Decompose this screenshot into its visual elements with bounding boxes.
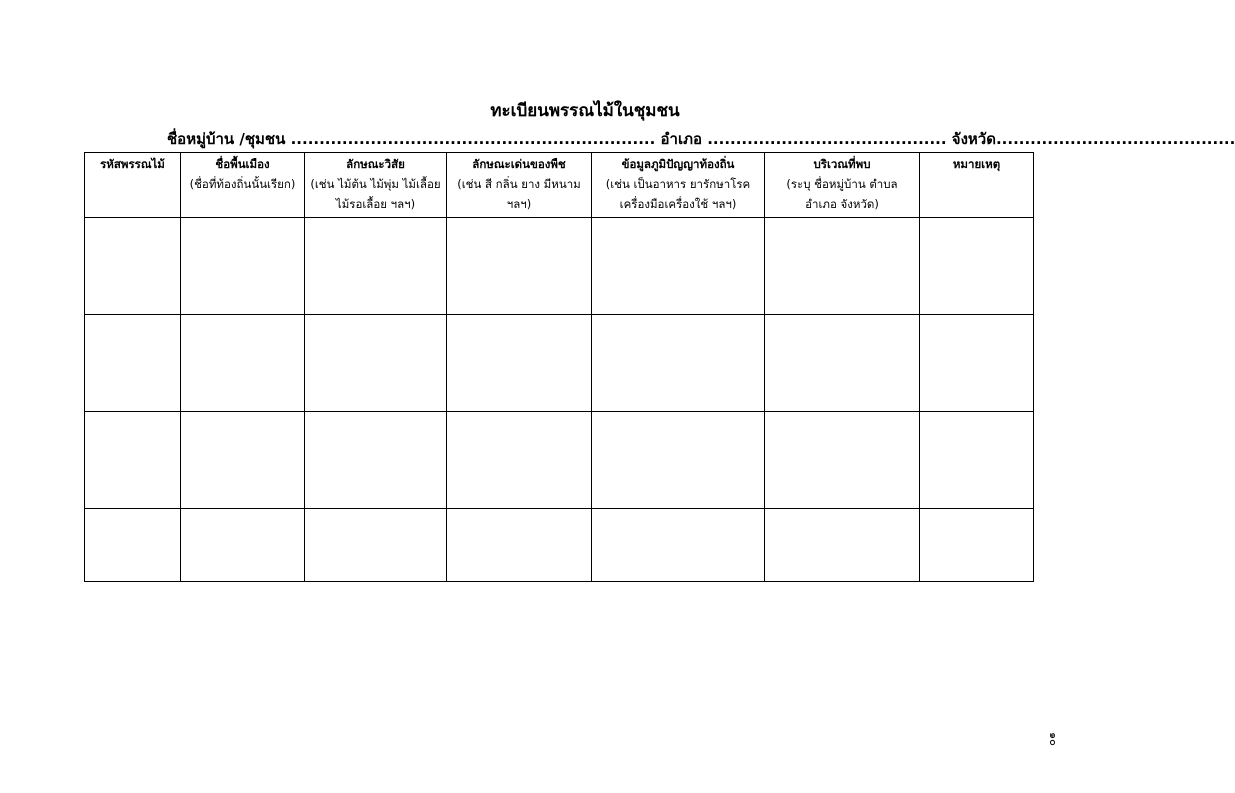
province-blank: .......................................... — [995, 130, 1235, 148]
table-cell[interactable] — [305, 315, 447, 412]
table-cell[interactable] — [447, 315, 592, 412]
table-cell[interactable] — [85, 412, 181, 509]
header-title: รหัสพรรณไม้ — [100, 157, 165, 171]
header-subtext: (เช่น สี กลิ่น ยาง มีหนาม — [457, 177, 581, 191]
table-cell[interactable] — [305, 509, 447, 582]
header-title: ลักษณะวิสัย — [346, 157, 405, 171]
header-local-wisdom — [592, 153, 765, 218]
table-cell[interactable] — [920, 412, 1034, 509]
table-cell[interactable] — [765, 315, 920, 412]
header-title: บริเวณที่พบ — [813, 157, 871, 171]
header-title: ลักษณะเด่นของพืช — [472, 157, 566, 171]
table-cell[interactable] — [181, 412, 305, 509]
header-title: หมายเหตุ — [952, 157, 1001, 171]
header-subtext: ฯลฯ) — [506, 197, 532, 211]
header-subtext: (ชื่อที่ท้องถิ่นนั้นเรียก) — [189, 177, 296, 191]
table-cell[interactable] — [305, 412, 447, 509]
table-row — [85, 412, 1034, 509]
header-plant-code — [85, 153, 181, 218]
table-cell[interactable] — [85, 509, 181, 582]
table-cell[interactable] — [592, 412, 765, 509]
header-habit — [305, 153, 447, 218]
table-cell[interactable] — [920, 315, 1034, 412]
plant-register-table — [84, 152, 1034, 582]
header-title: ข้อมูลภูมิปัญญาท้องถิ่น — [621, 157, 735, 171]
district-label: อำเภอ — [660, 130, 702, 148]
table-cell[interactable] — [592, 315, 765, 412]
header-subtext: ไม้รอเลื้อย ฯลฯ) — [335, 197, 416, 211]
header-local-name — [181, 153, 305, 218]
table-header-row — [85, 153, 1034, 218]
header-remarks — [920, 153, 1034, 218]
page-number: ๑๐ — [1047, 732, 1060, 746]
header-subtext: (เช่น ไม้ต้น ไม้พุ่ม ไม้เลื้อย — [310, 177, 441, 191]
header-location-found — [765, 153, 920, 218]
header-subtext: อำเภอ จังหวัด) — [805, 197, 879, 211]
table-row — [85, 218, 1034, 315]
table-cell[interactable] — [85, 218, 181, 315]
table-cell[interactable] — [920, 218, 1034, 315]
table-cell[interactable] — [447, 412, 592, 509]
table-cell[interactable] — [181, 509, 305, 582]
table-cell[interactable] — [181, 218, 305, 315]
table-cell[interactable] — [305, 218, 447, 315]
table-row — [85, 315, 1034, 412]
header-subtext: (ระบุ ชื่อหมู่บ้าน ตำบล — [786, 177, 898, 191]
table-cell[interactable] — [181, 315, 305, 412]
header-title: ชื่อพื้นเมือง — [215, 157, 270, 171]
village-label: ชื่อหมู่บ้าน /ชุมชน — [167, 130, 286, 148]
district-blank: .......................................... — [707, 130, 947, 148]
header-subtext: (เช่น เป็นอาหาร ยารักษาโรค — [605, 177, 751, 191]
table-cell[interactable] — [447, 509, 592, 582]
header-subtext: เครื่องมือเครื่องใช้ ฯลฯ) — [619, 197, 737, 211]
table-cell[interactable] — [765, 509, 920, 582]
table-cell[interactable] — [765, 412, 920, 509]
table-cell[interactable] — [447, 218, 592, 315]
table-cell[interactable] — [592, 218, 765, 315]
province-label: จังหวัด — [951, 130, 996, 148]
table-row — [85, 509, 1034, 582]
table-cell[interactable] — [592, 509, 765, 582]
table-cell[interactable] — [85, 315, 181, 412]
table-cell[interactable] — [765, 218, 920, 315]
village-blank: ................................................................ — [290, 130, 656, 148]
form-title: ทะเบียนพรรณไม้ในชุมชน — [490, 101, 680, 121]
header-distinctive-features — [447, 153, 592, 218]
table-cell[interactable] — [920, 509, 1034, 582]
form-subtitle — [167, 128, 1235, 150]
